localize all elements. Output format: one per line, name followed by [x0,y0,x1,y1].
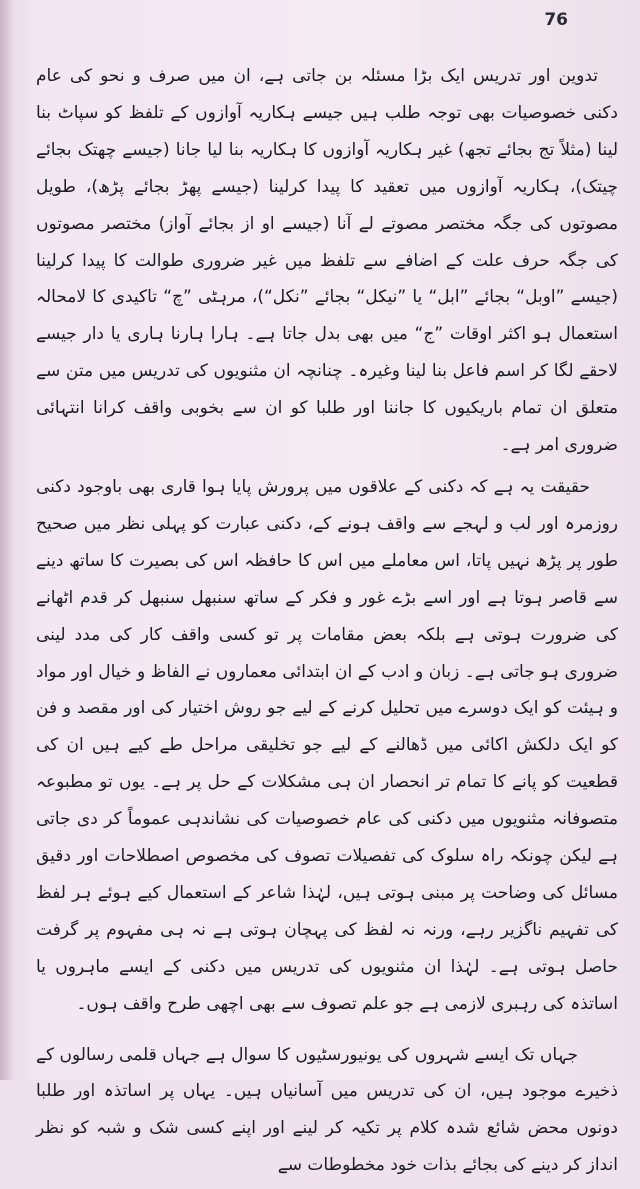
page-body-text [36,58,618,1189]
paragraph-3: جہاں تک ایسے شہروں کی یونیورسٹیوں کا سوال ہے جہاں قلمی رسالوں کے ذخیرے موجود ہیں، ان کی تدریس میں آسانیاں ہیں۔ یہاں پر اساتذہ اور طلبا دونوں محض شائع شدہ کلام پر تکیہ کر لینے اور اپنے کسی شک و شبہ کو نظر انداز کر دینے کی بجائے بذات خود مخطوطات سے [36,1044,618,1176]
page-binding-shadow [0,0,14,1080]
paragraph-1: تدوین اور تدریس ایک بڑا مسئلہ بن جاتی ہے، ان میں صرف و نحو کی عام دکنی خصوصیات بھی توجہ طلب ہیں جیسے ہکاریہ آوازوں کے تلفظ کو سپاٹ بنا لینا (مثلاً تج بجائے تجھ) غیر ہکاریہ آوازوں کا ہکاریہ بنا لیا جانا (جیسے چھتک بجائے چیتک)، ہکاریہ آوازوں میں تعقید کا پیدا کرلینا (جیسے پھڑ بجائے پڑھ)، طویل مصوتوں کی جگہ مختصر مصوتے لے آنا (جیسے او از بجائے آواز) مختصر مصوتوں کی جگہ حرف علت کے اضافے سے تلفظ میں غیر ضروری طوالت کا پیدا کرلینا (جیسے ”اوبل“ بجائے ”ابل“ یا ”نیکل“ بجائے ”نکل“)، مرہٹی ”چ“ تاکیدی کا لامحالہ استعمال ہو اکثر اوقات ”ج“ میں بھی بدل جاتا ہے۔ ہارا ہارنا ہاری یا دار جیسے لاحقے لگا کر اسم فاعل بنا لینا وغیرہ۔ چنانچہ ان مثنویوں کی تدریس میں متن سے متعلق ان تمام باریکیوں کا جاننا اور طلبا کو ان سے بخوبی واقف کرانا انتہائی ضروری امر ہے۔ [36,66,618,456]
page-number: 76 [544,10,568,30]
paragraph-2: حقیقت یہ ہے کہ دکنی کے علاقوں میں پرورش پایا ہوا قاری بھی باوجود دکنی روزمرہ اور لب و لہجے سے واقف ہونے کے، دکنی عبارت کو پہلی نظر میں صحیح طور پر پڑھ نہیں پاتا، اس معاملے میں اس کا حافظہ اس کی بصیرت کا ساتھ دینے سے قاصر ہوتا ہے اور اسے بڑے غور و فکر کے ساتھ سنبھل سنبھل کر قدم اٹھانے کی ضرورت ہوتی ہے بلکہ بعض مقامات پر تو کسی واقف کار کی مدد لینی ضروری ہو جاتی ہے۔ زبان و ادب کے ان ابتدائی معماروں نے الفاظ و خیال اور مواد و ہیئت کو ایک دوسرے میں تحلیل کرنے کے لیے جو روش اختیار کی اور مقصد و فن کو ایک دلکش اکائی میں ڈھالنے کے لیے جو تخلیقی مراحل طے کیے ہیں ان کی قطعیت کو پانے کا تمام تر انحصار ان ہی مشکلات کے حل پر ہے۔ یوں تو مطبوعہ متصوفانہ مثنویوں میں دکنی کی عام خصوصیات کی نشاندہی عموماً کر دی جاتی ہے لیکن چونکہ راہ سلوک کی تفصیلات تصوف کی مخصوص اصطلاحات اور دقیق مسائل کی وضاحت پر مبنی ہوتی ہیں، لہٰذا شاعر کے استعمال کیے ہوئے ہر لفظ کی تفہیم ناگزیر رہے، ورنہ نہ لفظ کی پہچان ہوتی ہے نہ ہی مفہوم پر گرفت حاصل ہوتی ہے۔ لہٰذا ان مثنویوں کی تدریس میں دکنی کے ایسے ماہروں یا اساتذہ کی رہبری لازمی ہے جو علم تصوف سے بھی اچھی طرح واقف ہوں۔ [36,476,618,1014]
